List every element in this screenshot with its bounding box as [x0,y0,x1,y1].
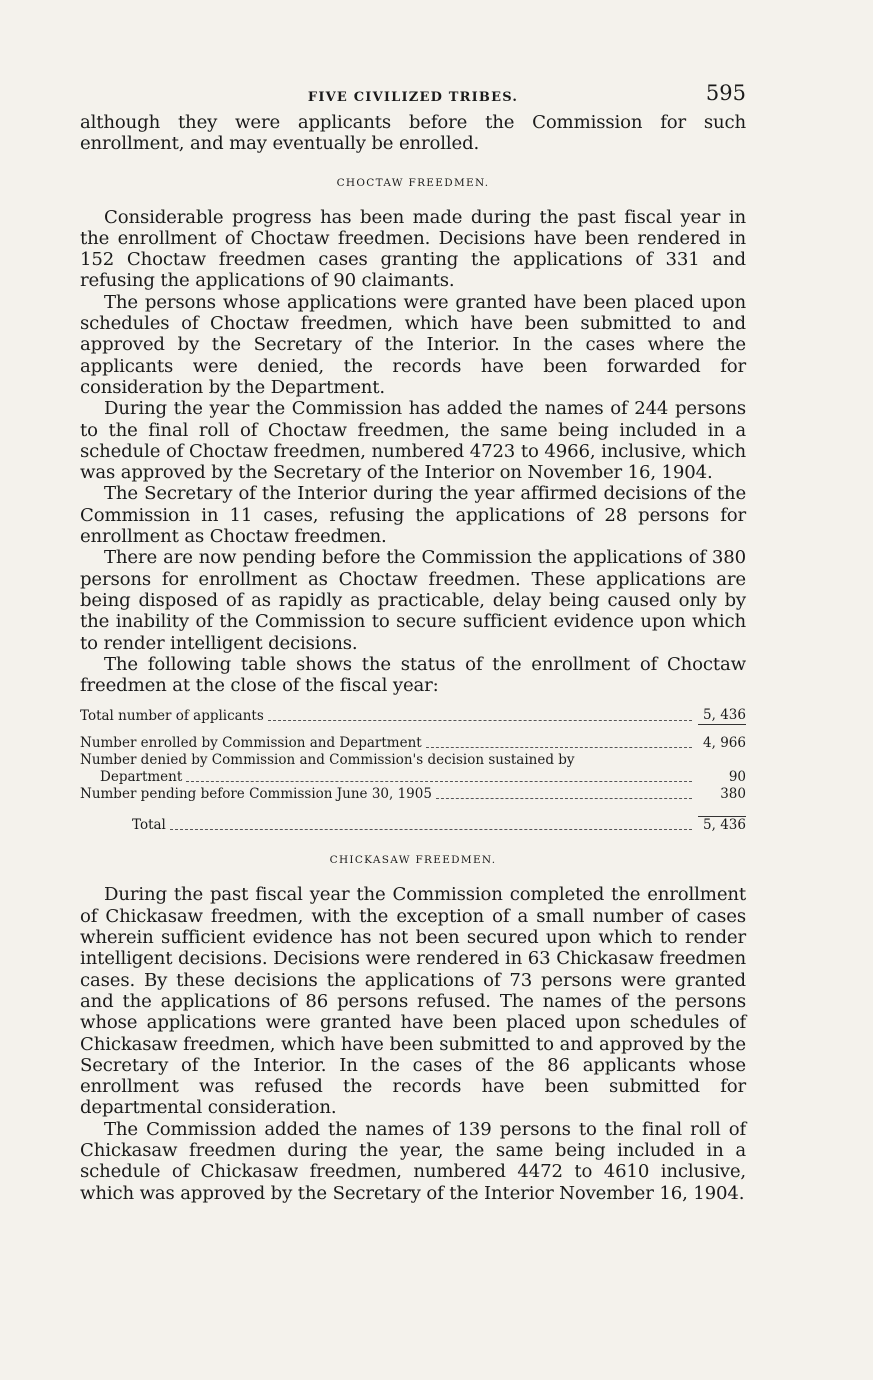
total-applicants-label: Total number of applicants [80,708,264,725]
running-head: FIVE CIVILIZED TRIBES. [307,90,519,105]
denied-label-line1: Number denied by Commission and Commission's decision sustained by [80,752,575,769]
table-row-enrolled [80,735,746,752]
chickasaw-paragraph-1: During the past fiscal year the Commission completed the enrollment of Chickasaw freedmen, with the exception of a small number of cases wherein sufficient evidence has not been secured upon which to render intelligent decisions. Decisions were rendered in 63 Chickasaw freedmen cases. By these decisions the applications of 73 persons were granted and the applications of 86 persons refused. The names of the persons whose applications were granted have been placed upon schedules of Chickasaw freedmen, which have been submitted to and approved by the Secretary of the Interior. In the cases of the 86 applicants whose enrollment was refused the records have been submitted for departmental consideration. [80,884,746,1119]
denied-label-line2: Department [100,769,183,786]
dot-leader [426,746,692,748]
total-applicants-value: 5, 436 [698,707,746,725]
dot-leader [436,797,692,799]
dot-leader [170,828,692,830]
choctaw-paragraph-2: The persons whose applications were granted have been placed upon schedules of Choctaw freedmen, which have been submitted to and approved by the Secretary of the Interior. In the cases where the applicants were denied, the records have been forwarded for consideration by the Department. [80,291,746,398]
total-value: 5, 436 [698,816,746,834]
table-row-denied [80,752,746,786]
page-number: 595 [705,81,746,105]
enrolled-value: 4, 966 [703,735,746,752]
enrollment-status-table [80,707,746,834]
choctaw-paragraph-5: There are now pending before the Commission the applications of 380 persons for enrollment as Choctaw freedmen. These applications are being disposed of as rapidly as practicable, delay being caused only by the inability of the Commission to secure sufficient evidence upon which to render intelligent decisions. [80,547,746,654]
dot-leader [268,719,692,721]
document-page [80,80,746,1204]
chickasaw-paragraph-2: The Commission added the names of 139 persons to the final roll of Chickasaw freedmen during the year, the same being included in a schedule of Chickasaw freedmen, numbered 4472 to 4610 inclusive, which was approved by the Secretary of the Interior November 16, 1904. [80,1118,746,1204]
pending-label: Number pending before Commission June 30, 1905 [80,786,432,803]
dot-leader [186,780,692,782]
page-header [80,80,746,112]
table-row-total-applicants [80,707,746,725]
section-heading-choctaw: CHOCTAW FREEDMEN. [336,176,490,189]
table-row-total [80,816,746,834]
choctaw-paragraph-1: Considerable progress has been made during the past fiscal year in the enrollment of Choctaw freedmen. Decisions have been rendered in 152 Choctaw freedmen cases granting the applications of 331 and refusing the applications of 90 claimants. [80,206,746,292]
choctaw-paragraph-4: The Secretary of the Interior during the year affirmed decisions of the Commission in 11 cases, refusing the applications of 28 persons for enrollment as Choctaw freedmen. [80,483,746,548]
pending-value: 380 [720,786,746,803]
section-heading-chickasaw: CHICKASAW FREEDMEN. [329,854,497,867]
denied-value: 90 [728,769,746,786]
enrolled-label: Number enrolled by Commission and Department [80,735,422,752]
table-row-pending [80,786,746,803]
total-label: Total [132,817,166,834]
continued-paragraph: although they were applicants before the Commission for such enrollment, and may eventually be enrolled. [80,112,746,155]
choctaw-paragraph-3: During the year the Commission has added the names of 244 persons to the final roll of Choctaw freedmen, the same being included in a schedule of Choctaw freedmen, numbered 4723 to 4966, inclusive, which was approved by the Secretary of the Interior on November 16, 1904. [80,398,746,484]
choctaw-paragraph-6: The following table shows the status of the enrollment of Choctaw freedmen at the close of the fiscal year: [80,653,746,697]
